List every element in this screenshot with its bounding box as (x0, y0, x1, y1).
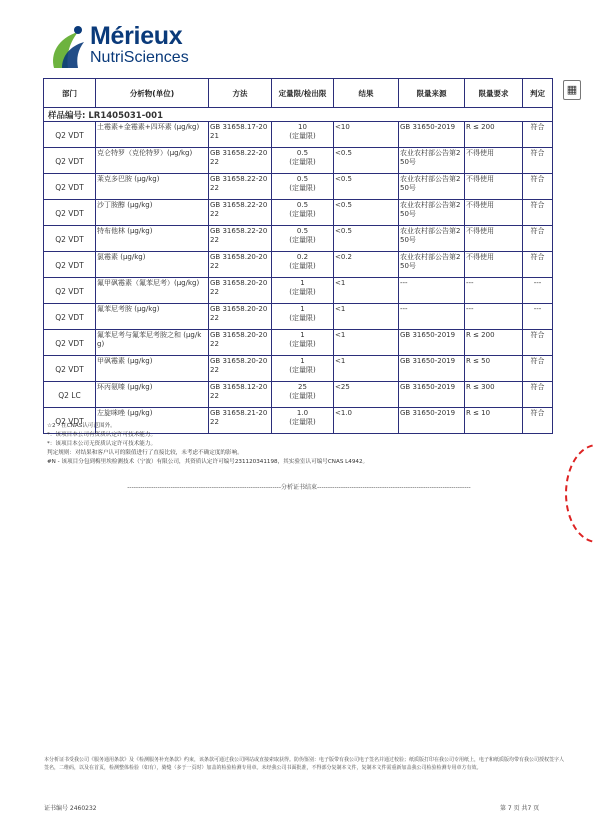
cell-method: GB 31658.20-2022 (209, 356, 272, 382)
cell-source: 农业农村部公告第250号 (399, 148, 465, 174)
table-header-row (44, 79, 553, 108)
limit-note: (定量限) (289, 158, 316, 166)
note-line: *：该项目本公司无资质认定许可技术能力。 (47, 441, 157, 447)
header-limit: 定量限/检出限 (272, 79, 334, 108)
cell-result: <1.0 (334, 408, 399, 434)
header-dept: 部门 (44, 79, 96, 108)
logo-line1: Mérieux (90, 22, 183, 50)
cell-req: R ≤ 200 (465, 330, 523, 356)
cell-method: GB 31658.12-2022 (209, 382, 272, 408)
cell-result: <0.5 (334, 200, 399, 226)
footer-disclaimer: 本分析证书受我公司《服务通用条款》及《检测服务补充条款》约束，该条款可通过我公司网站或直接索取获得。防伪鉴别：电子版带有我公司电子签名并通过校验；纸质版打印在我公司专用纸上，电子和纸质版均带有我公司授权签字人签名，二维码，以及在首页，检测整体检验（如有），骑缝（多于一页时）加盖的检验检测专用章。未经我公司书面批准，不得部分复制本文件，复制本文件需重新加盖我公司检验检测专用章方有效。 (44, 757, 565, 771)
table-row (44, 278, 553, 304)
cell-method: GB 31658.17-2021 (209, 122, 272, 148)
cell-limit (272, 226, 334, 252)
cell-method: GB 31658.20-2022 (209, 304, 272, 330)
end-text: 分析证书结束 (280, 484, 317, 491)
table-row (44, 148, 553, 174)
cell-judge: --- (523, 304, 553, 330)
limit-note: (定量限) (289, 314, 316, 322)
cell-limit (272, 148, 334, 174)
limit-value: 10 (298, 123, 307, 131)
cell-source: --- (399, 304, 465, 330)
limit-value: 0.5 (296, 149, 309, 157)
cell-judge: 符合 (523, 330, 553, 356)
cell-method: GB 31658.21-2022 (209, 408, 272, 434)
table-row (44, 226, 553, 252)
cell-source: GB 31650-2019 (399, 330, 465, 356)
cell-req: 不得使用 (465, 226, 523, 252)
cell-req: R ≤ 300 (465, 382, 523, 408)
cell-limit (272, 356, 334, 382)
limit-note: (定量限) (289, 288, 316, 296)
cell-analyte: 克仑特罗（克伦特罗）(μg/kg) (96, 148, 209, 174)
limit-value: 0.5 (296, 175, 309, 183)
limit-value: 25 (298, 383, 307, 391)
cell-source: GB 31650-2019 (399, 408, 465, 434)
cell-dept: Q2 VDT (44, 148, 96, 174)
cell-judge: 符合 (523, 200, 553, 226)
cell-limit (272, 382, 334, 408)
cell-source: 农业农村部公告第250号 (399, 174, 465, 200)
table-row (44, 356, 553, 382)
limit-value: 1 (300, 331, 305, 339)
cell-source: 农业农村部公告第250号 (399, 252, 465, 278)
cell-method: GB 31658.22-2022 (209, 174, 272, 200)
cell-source: GB 31650-2019 (399, 356, 465, 382)
cell-limit (272, 200, 334, 226)
cell-dept: Q2 VDT (44, 304, 96, 330)
cell-dept: Q2 VDT (44, 330, 96, 356)
cell-req: R ≤ 50 (465, 356, 523, 382)
qr-code-icon[interactable]: ▦ (563, 80, 581, 100)
note-line: *：该项目本公司有资质认定许可技术能力。 (47, 432, 157, 438)
cell-analyte: 沙丁胺醇 (μg/kg) (96, 200, 209, 226)
table-row (44, 330, 553, 356)
cell-judge: 符合 (523, 174, 553, 200)
cell-req: --- (465, 304, 523, 330)
limit-note: (定量限) (289, 366, 316, 374)
limit-note: (定量限) (289, 210, 316, 218)
page-number: 第 7 页 共7 页 (500, 805, 540, 812)
cell-limit (272, 122, 334, 148)
cell-limit (272, 330, 334, 356)
cell-dept: Q2 LC (44, 382, 96, 408)
cell-dept: Q2 VDT (44, 408, 96, 434)
cell-result: <0.5 (334, 174, 399, 200)
cell-result: <0.5 (334, 148, 399, 174)
cell-result: <1 (334, 304, 399, 330)
certificate-end-divider: -----------------------------------------------------------------------分析证书结束----------------------------------------------------------------------- (127, 484, 471, 491)
cell-limit (272, 174, 334, 200)
limit-note: (定量限) (289, 418, 316, 426)
cell-judge: --- (523, 278, 553, 304)
cell-req: 不得使用 (465, 148, 523, 174)
cell-analyte: 氯霉素 (μg/kg) (96, 252, 209, 278)
cell-result: <1 (334, 330, 399, 356)
limit-note: (定量限) (289, 132, 316, 140)
cell-method: GB 31658.20-2022 (209, 330, 272, 356)
cell-judge: 符合 (523, 382, 553, 408)
cell-dept: Q2 VDT (44, 356, 96, 382)
cell-analyte: 氟甲砜霉素（氟苯尼考）(μg/kg) (96, 278, 209, 304)
limit-note: (定量限) (289, 236, 316, 244)
cell-dept: Q2 VDT (44, 122, 96, 148)
notes (47, 422, 547, 467)
table-row (44, 382, 553, 408)
cell-result: <0.2 (334, 252, 399, 278)
logo-leaf-icon (48, 24, 90, 72)
header-judgement: 判定 (523, 79, 553, 108)
cell-dept: Q2 VDT (44, 200, 96, 226)
cell-req: --- (465, 278, 523, 304)
cell-result: <25 (334, 382, 399, 408)
cell-method: GB 31658.22-2022 (209, 226, 272, 252)
cell-dept: Q2 VDT (44, 174, 96, 200)
limit-value: 1.0 (296, 409, 309, 417)
company-logo (48, 22, 208, 72)
table-row (44, 304, 553, 330)
certificate-number: 证书编号 2460232 (44, 805, 97, 812)
cell-req: 不得使用 (465, 174, 523, 200)
cell-judge: 符合 (523, 122, 553, 148)
cell-method: GB 31658.22-2022 (209, 148, 272, 174)
cell-req: R ≤ 10 (465, 408, 523, 434)
cell-limit (272, 252, 334, 278)
cell-limit (272, 278, 334, 304)
table-row (44, 122, 553, 148)
limit-value: 0.2 (296, 253, 309, 261)
cell-source: GB 31650-2019 (399, 382, 465, 408)
results-table (43, 78, 553, 434)
cell-judge: 符合 (523, 148, 553, 174)
note-line: 判定规则：对结果和客户认可的限值进行了直接比较，未考虑不确定度的影响。 (47, 450, 243, 456)
header-method: 方法 (209, 79, 272, 108)
limit-note: (定量限) (289, 340, 316, 348)
cell-method: GB 31658.20-2022 (209, 278, 272, 304)
note-line: #N - 该项目分包到梅里埃检测技术（宁波）有限公司，其资质认定许可编号231120341198，其实验室认可编号CNAS L4942。 (47, 459, 369, 465)
header-analyte: 分析物(单位) (96, 79, 209, 108)
cell-judge: 符合 (523, 252, 553, 278)
limit-value: 1 (300, 357, 305, 365)
cell-req: R ≤ 200 (465, 122, 523, 148)
cell-limit (272, 304, 334, 330)
cell-req: 不得使用 (465, 200, 523, 226)
sample-number-row (44, 108, 553, 122)
limit-note: (定量限) (289, 184, 316, 192)
cell-dept: Q2 VDT (44, 226, 96, 252)
limit-value: 0.5 (296, 227, 309, 235)
cell-result: <10 (334, 122, 399, 148)
table-row (44, 174, 553, 200)
limit-note: (定量限) (289, 262, 316, 270)
cell-judge: 符合 (523, 356, 553, 382)
cell-analyte: 甲砜霉素 (μg/kg) (96, 356, 209, 382)
cell-method: GB 31658.22-2022 (209, 200, 272, 226)
limit-value: 1 (300, 305, 305, 313)
cell-analyte: 氟苯尼考胺 (μg/kg) (96, 304, 209, 330)
note-line: ☆2 - 在CNAS认可范围外。 (47, 423, 116, 429)
seal-stamp (565, 444, 594, 543)
cell-source: 农业农村部公告第250号 (399, 226, 465, 252)
cell-req: 不得使用 (465, 252, 523, 278)
cell-analyte: 莱克多巴胺 (μg/kg) (96, 174, 209, 200)
cell-analyte: 环丙氨嗪 (μg/kg) (96, 382, 209, 408)
cell-source: GB 31650-2019 (399, 122, 465, 148)
cell-analyte: 特布他林 (μg/kg) (96, 226, 209, 252)
header-source: 限量来源 (399, 79, 465, 108)
cell-judge: 符合 (523, 226, 553, 252)
cell-source: 农业农村部公告第250号 (399, 200, 465, 226)
cell-source: --- (399, 278, 465, 304)
cell-method: GB 31658.20-2022 (209, 252, 272, 278)
limit-note: (定量限) (289, 392, 316, 400)
limit-value: 1 (300, 279, 305, 287)
cell-result: <0.5 (334, 226, 399, 252)
cell-analyte: 土霉素+金霉素+四环素 (μg/kg) (96, 122, 209, 148)
cell-result: <1 (334, 278, 399, 304)
header-result: 结果 (334, 79, 399, 108)
sample-number: 样品编号: LR1405031-001 (44, 108, 553, 122)
limit-value: 0.5 (296, 201, 309, 209)
logo-line2: NutriSciences (90, 49, 189, 66)
cell-dept: Q2 VDT (44, 252, 96, 278)
cell-dept: Q2 VDT (44, 278, 96, 304)
header-requirement: 限量要求 (465, 79, 523, 108)
cell-result: <1 (334, 356, 399, 382)
cell-analyte: 氟苯尼考与氟苯尼考胺之和 (μg/kg) (96, 330, 209, 356)
cell-analyte: 左旋咪唑 (μg/kg) (96, 408, 209, 434)
cell-judge: 符合 (523, 408, 553, 434)
table-row (44, 200, 553, 226)
table-row (44, 252, 553, 278)
